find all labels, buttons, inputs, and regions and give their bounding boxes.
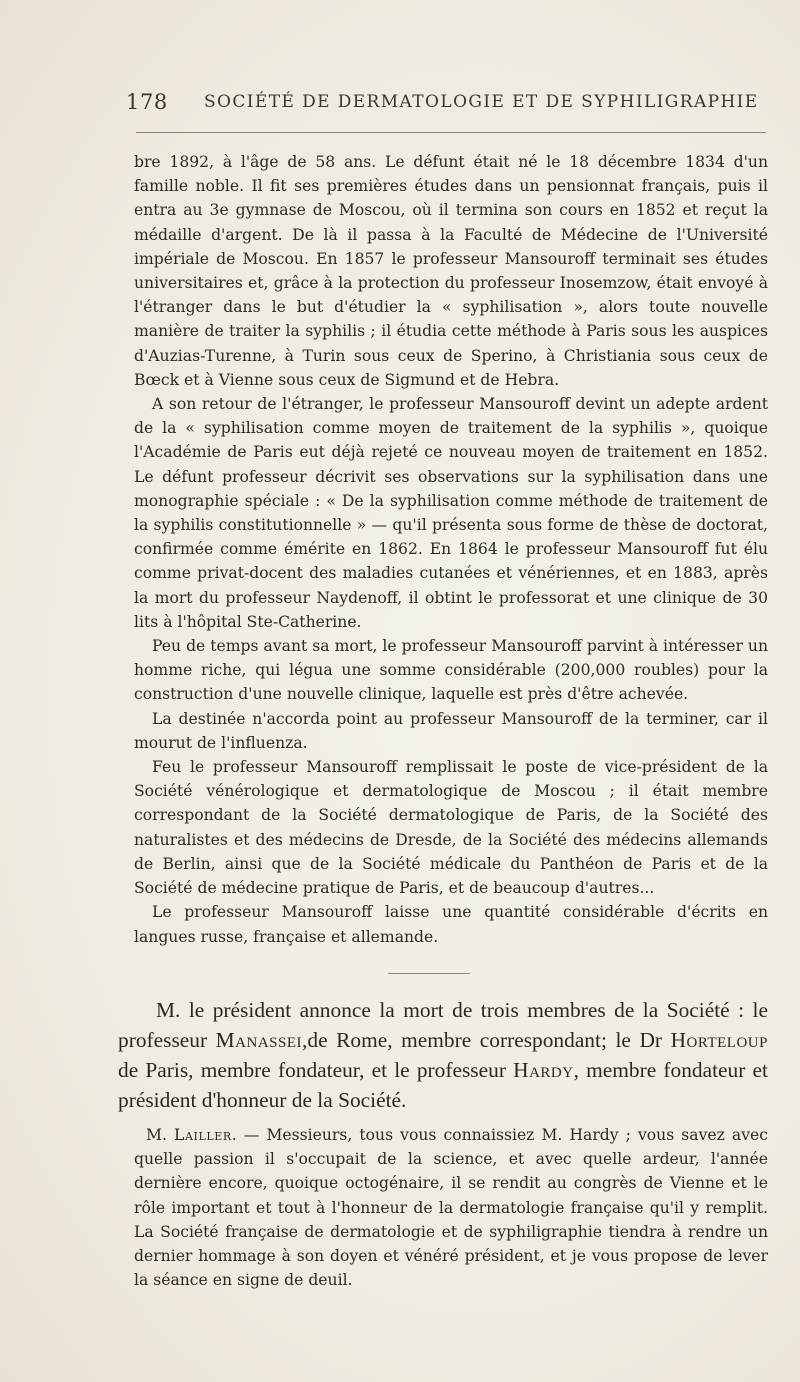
member-name: Horteloup: [670, 1028, 768, 1052]
member-name: Hardy: [513, 1058, 574, 1082]
obituary-text: [134, 150, 768, 949]
paragraph: Peu de temps avant sa mort, le professeur Mansouroff parvint à intéresser un homme riche, qui légua une somme considérable (200,000 roubles) pour la construction d'une nouvelle clinique, laquelle est près d'être achevée.: [134, 637, 768, 704]
president-announcement: [118, 995, 768, 1115]
running-title: SOCIÉTÉ DE DERMATOLOGIE ET DE SYPHILIGRAPHIE: [204, 92, 759, 112]
paragraph: A son retour de l'étranger, le professeur Mansouroff devint un adepte ardent de la « syphilisation comme moyen de traitement de la syphilis », quoique l'Académie de Paris eut déjà rejeté ce nouveau moyen de traitement en 1852. Le défunt professeur décrivit ses observations sur la syphilisation dans une monographie spéciale : « De la syphilisation comme méthode de traitement de la syphilis constitutionnelle » — qu'il présenta sous forme de thèse de doctorat, confirmée comme émérite en 1862. En 1864 le professeur Mansouroff fut élu comme privat-docent des maladies cutanées et vénériennes, et en 1883, après la mort du professeur Naydenoff, il obtint le professorat et une clinique de 30 lits à l'hôpital Ste-Catherine.: [134, 395, 768, 631]
announce-text: , membre fondateur et président d'honneur de la Société.: [118, 1058, 768, 1112]
member-name: Manassei: [215, 1028, 303, 1052]
announce-text: ,de Rome, membre correspondant; le Dr: [302, 1028, 671, 1052]
header-rule: [136, 132, 766, 133]
page-number: 178: [126, 90, 168, 114]
speaker: [146, 1126, 232, 1144]
paragraph: bre 1892, à l'âge de 58 ans. Le défunt était né le 18 décembre 1834 d'un famille noble. Il fit ses premières études dans un pensionnat français, puis il entra au 3e gymnase de Moscou, où il termina son cours en 1852 et reçut la médaille d'argent. De là il passa à la Faculté de Médecine de l'Université impériale de Moscou. En 1857 le professeur Mansouroff terminait ses études universitaires et, grâce à la protection du professeur Inosemzow, était envoyé à l'étranger dans le but d'étudier la « syphilisation », alors toute nouvelle manière de traiter la syphilis ; il étudia cette méthode à Paris sous les auspices d'Auzias-Turenne, à Turin sous ceux de Sperino, à Christiania sous ceux de Bœck et à Vienne sous ceux de Sigmund et de Hebra.: [134, 153, 768, 389]
section-divider: [388, 973, 470, 974]
paragraph: Feu le professeur Mansouroff remplissait le poste de vice-président de la Société vénérologique et dermatologique de Moscou ; il était membre correspondant de la Société dermatologique de Paris, de la Société des naturalistes et des médecins de Dresde, de la Société des médecins allemands de Berlin, ainsi que de la Société médicale du Panthéon de Paris et de la Société de médecine pratique de Paris, et de beaucoup d'autres...: [134, 758, 768, 898]
running-header: [126, 90, 766, 120]
speech-paragraph: [134, 1123, 768, 1292]
speaker-name: Lailler: [174, 1126, 232, 1144]
announce-text: de Paris, membre fondateur, et le professeur: [118, 1058, 514, 1082]
paragraph: La destinée n'accorda point au professeur Mansouroff de la terminer, car il mourut de l'influenza.: [134, 709, 768, 752]
speaker-prefix: M.: [146, 1126, 174, 1144]
paragraph: Le professeur Mansouroff laisse une quantité considérable d'écrits en langues russe, française et allemande.: [134, 903, 768, 946]
speech-text: . — Messieurs, tous vous connaissiez M. Hardy ; vous savez avec quelle passion il s'occupait de la science, et avec quelle ardeur, l'année dernière encore, quoique octogénaire, il se rendit au congrès de Vienne et le rôle important et tout à l'honneur de la dermatologie française qu'il y remplit. La Société française de dermatologie et de syphiligraphie tiendra à rendre un dernier hommage à son doyen et vénéré président, et je vous propose de lever la séance en signe de deuil.: [134, 1126, 768, 1290]
announce-text: M. le président annonce la mort de trois membres de la Société : le professeur: [118, 998, 768, 1052]
